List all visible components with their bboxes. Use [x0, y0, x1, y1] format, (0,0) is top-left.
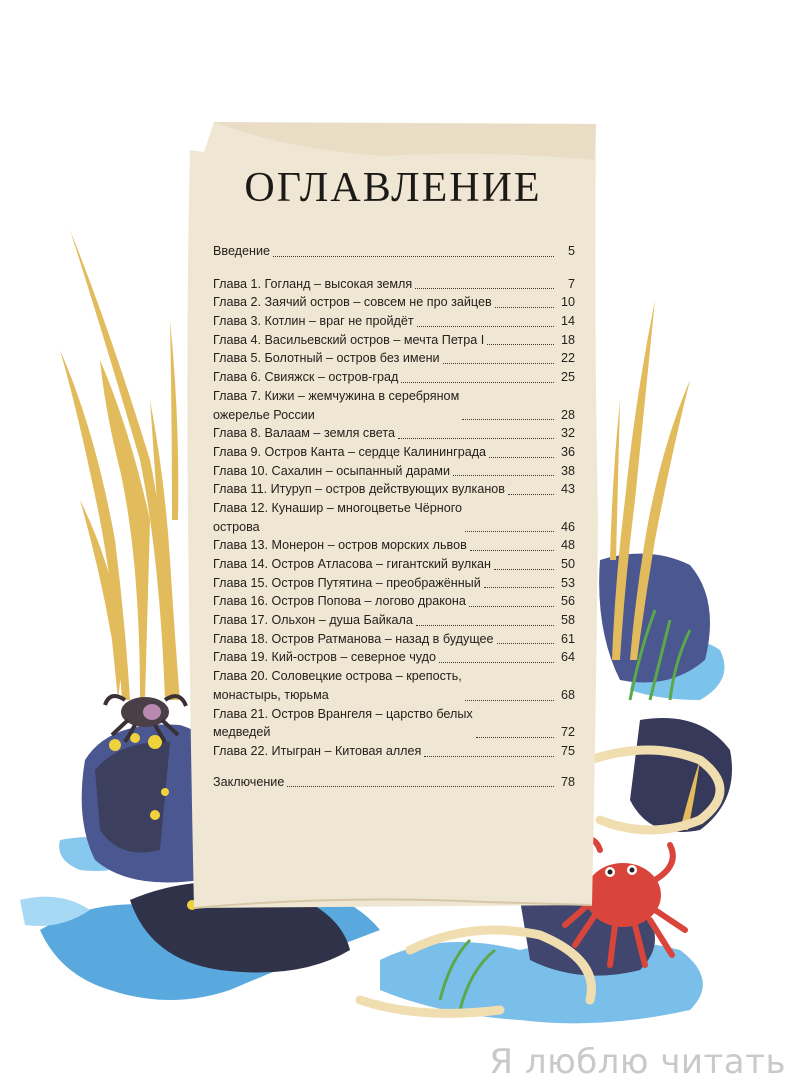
toc-entry-page: 46 — [560, 519, 575, 534]
toc-entry[interactable] — [213, 611, 575, 630]
toc-entry-page: 68 — [560, 687, 575, 702]
toc-entry-page: 10 — [560, 295, 575, 310]
toc-entry-page: 5 — [567, 243, 575, 258]
toc-entry-page: 75 — [560, 743, 575, 758]
toc-entry[interactable] — [213, 293, 575, 312]
toc-entry-page: 36 — [560, 444, 575, 459]
toc-entry-label: Глава 2. Заячий остров – совсем не про зайцев — [213, 295, 492, 310]
toc-entry[interactable] — [213, 499, 575, 536]
dot-leader — [494, 569, 554, 570]
dot-leader — [470, 550, 554, 551]
toc-entry-label: Глава 20. Соловецкие острова – крепость, монастырь, тюрьма — [213, 669, 462, 702]
toc-entry[interactable] — [213, 742, 575, 761]
toc-entry-page: 61 — [560, 631, 575, 646]
toc-entry-label: Глава 14. Остров Атласова – гигантский вулкан — [213, 557, 491, 572]
toc-entry[interactable] — [213, 480, 575, 499]
dot-leader — [443, 363, 554, 364]
dot-leader — [484, 587, 554, 588]
toc-entry-label: Глава 5. Болотный – остров без имени — [213, 351, 440, 366]
toc-entry-label: Глава 15. Остров Путятина – преображённый — [213, 575, 481, 590]
dot-leader — [401, 382, 554, 383]
toc-entry-label: Глава 9. Остров Канта – сердце Калининграда — [213, 444, 487, 459]
toc-entry-page: 22 — [560, 351, 575, 366]
reeds-left — [60, 230, 180, 700]
dot-leader — [465, 700, 554, 701]
toc-entry-label: Глава 11. Итуруп – остров действующих вулканов — [213, 482, 505, 497]
toc-entry-page: 53 — [560, 575, 575, 590]
toc-entry[interactable] — [213, 536, 575, 555]
dot-leader — [398, 438, 554, 439]
dot-leader — [497, 643, 554, 644]
dot-leader — [495, 307, 554, 308]
dot-leader — [453, 475, 554, 476]
toc-entry[interactable] — [213, 648, 575, 667]
toc-entry-label: Введение — [213, 243, 271, 258]
toc-entry-page: 64 — [560, 650, 575, 665]
toc-entry-label: Глава 8. Валаам – земля света — [213, 426, 395, 441]
toc-entry-label: Глава 17. Ольхон – душа Байкала — [213, 613, 413, 628]
toc-entry-label: Глава 13. Монерон – остров морских львов — [213, 538, 467, 553]
toc-entry[interactable] — [213, 349, 575, 368]
toc-entry-page: 32 — [560, 426, 575, 441]
table-of-contents — [213, 242, 575, 791]
toc-entry-page: 28 — [560, 407, 575, 422]
dot-leader — [416, 625, 554, 626]
dot-leader — [415, 288, 554, 289]
toc-entry[interactable] — [213, 331, 575, 350]
dot-leader — [469, 606, 554, 607]
dot-leader — [273, 256, 554, 257]
toc-entry-page: 7 — [567, 276, 575, 291]
dot-leader — [508, 494, 554, 495]
toc-entry-page: 38 — [560, 463, 575, 478]
toc-entry-label: Глава 19. Кий-остров – северное чудо — [213, 650, 437, 665]
dot-leader — [487, 344, 554, 345]
dot-leader — [489, 457, 554, 458]
toc-title: ОГЛАВЛЕНИЕ — [244, 165, 542, 211]
toc-entry[interactable] — [213, 275, 575, 294]
toc-entry[interactable] — [213, 312, 575, 331]
dot-leader — [462, 419, 554, 420]
toc-entry-page: 48 — [560, 538, 575, 553]
toc-entry-label: Глава 7. Кижи – жемчужина в серебряном ожерелье России — [213, 388, 460, 422]
toc-entry[interactable] — [213, 574, 575, 593]
watermark: Я люблю читать — [489, 1042, 786, 1082]
dot-leader — [424, 756, 554, 757]
toc-entry-page: 78 — [560, 774, 575, 789]
toc-entry-label: Глава 4. Васильевский остров – мечта Петра I — [213, 332, 485, 347]
toc-entry-label: Заключение — [213, 774, 285, 789]
toc-entry[interactable] — [213, 555, 575, 574]
toc-entry[interactable] — [213, 630, 575, 649]
toc-entry-label: Глава 16. Остров Попова – логово дракона — [213, 594, 466, 609]
dot-leader — [439, 662, 554, 663]
dot-leader — [287, 786, 554, 787]
toc-entry-label: Глава 12. Кунашир – многоцветье Чёрного острова — [213, 500, 463, 534]
toc-entry-page: 14 — [560, 314, 575, 329]
toc-entry[interactable] — [213, 424, 575, 443]
toc-entry-page: 56 — [560, 594, 575, 609]
toc-entry[interactable] — [213, 387, 575, 424]
dot-leader — [417, 326, 554, 327]
toc-entry-label: Глава 18. Остров Ратманова – назад в будущее — [213, 631, 494, 646]
toc-entry[interactable] — [213, 462, 575, 481]
toc-entry-page: 25 — [560, 370, 575, 385]
toc-entry-page: 58 — [560, 613, 575, 628]
toc-entry-label: Глава 22. Итыгран – Китовая аллея — [213, 743, 422, 758]
toc-entry-page: 72 — [560, 725, 575, 740]
toc-entry-page: 50 — [560, 557, 575, 572]
toc-entry-page: 18 — [560, 332, 575, 347]
dot-leader — [465, 531, 554, 532]
toc-entry[interactable] — [213, 592, 575, 611]
toc-entry-page: 43 — [560, 482, 575, 497]
toc-entry-label: Глава 10. Сахалин – осыпанный дарами — [213, 463, 450, 478]
toc-entry-label: Глава 21. Остров Врангеля – царство белых медведей — [213, 706, 473, 740]
toc-entry[interactable] — [213, 242, 575, 261]
toc-entry[interactable] — [213, 667, 575, 704]
toc-entry[interactable] — [213, 705, 575, 742]
dot-leader — [476, 737, 554, 738]
toc-entry-label: Глава 3. Котлин – враг не пройдёт — [213, 314, 414, 329]
toc-entry[interactable] — [213, 443, 575, 462]
toc-entry-label: Глава 6. Свияжск – остров-град — [213, 370, 399, 385]
toc-entry[interactable] — [213, 773, 575, 792]
toc-entry-label: Глава 1. Гогланд – высокая земля — [213, 276, 413, 291]
toc-entry[interactable] — [213, 368, 575, 387]
